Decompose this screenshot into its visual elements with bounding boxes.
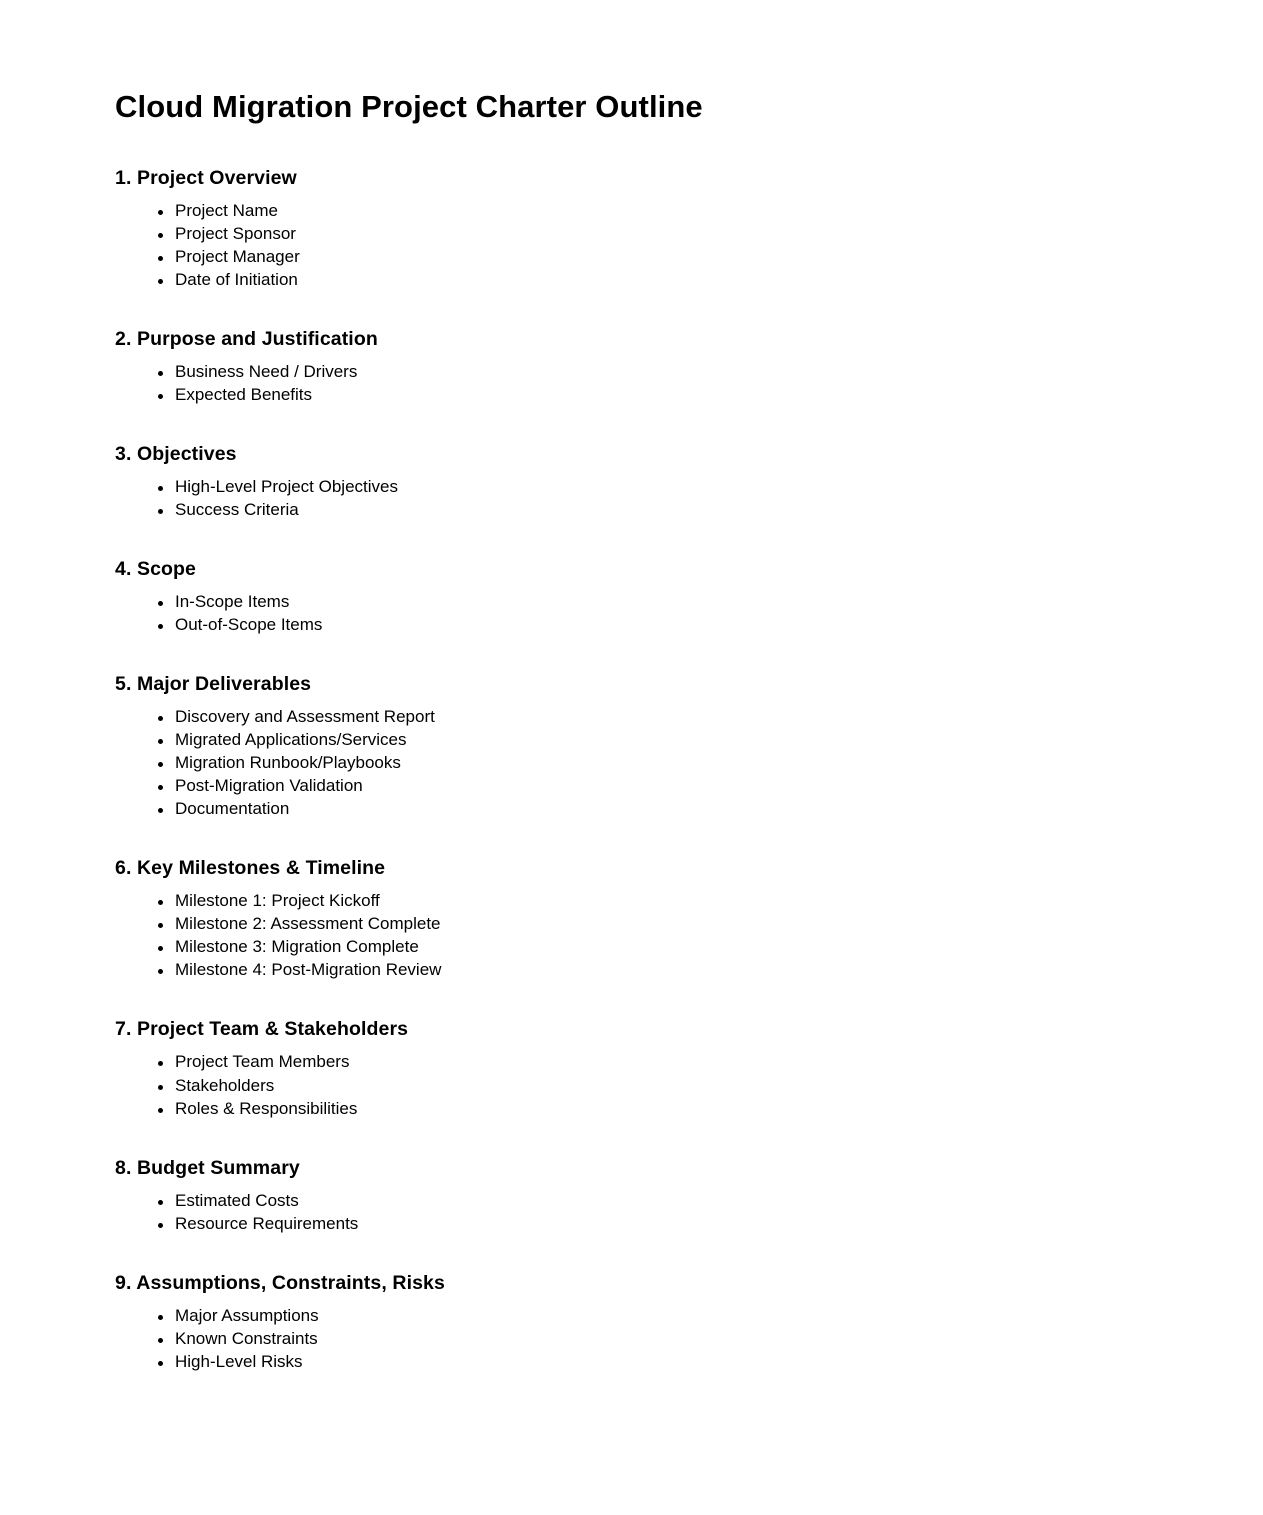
list-item: Success Criteria [175,501,1153,524]
section-assumptions-constraints-risks [115,1272,1153,1376]
section-list [115,167,1153,1375]
section-key-milestones-timeline [115,857,1153,984]
section-major-deliverables [115,673,1153,823]
section-items [115,202,1153,294]
list-item: Milestone 3: Migration Complete [175,938,1153,961]
list-item: Milestone 2: Assessment Complete [175,915,1153,938]
section-budget-summary [115,1157,1153,1238]
list-item: Business Need / Drivers [175,363,1153,386]
list-item: Discovery and Assessment Report [175,708,1153,731]
page-title: Cloud Migration Project Charter Outline [115,89,703,124]
section-heading: 1. Project Overview [115,167,297,190]
section-items [115,892,1153,984]
section-heading: 8. Budget Summary [115,1156,300,1179]
list-item: Migrated Applications/Services [175,731,1153,754]
list-item: Out-of-Scope Items [175,616,1153,639]
section-items [115,1307,1153,1376]
section-items [115,478,1153,524]
list-item: In-Scope Items [175,593,1153,616]
list-item: Milestone 4: Post-Migration Review [175,961,1153,984]
list-item: High-Level Risks [175,1353,1153,1376]
section-items [115,593,1153,639]
list-item: Project Manager [175,248,1153,271]
section-heading: 6. Key Milestones & Timeline [115,857,386,880]
list-item: Milestone 1: Project Kickoff [175,892,1153,915]
section-purpose-and-justification [115,328,1153,409]
list-item: Major Assumptions [175,1307,1153,1330]
section-items [115,1053,1153,1122]
list-item: Post-Migration Validation [175,777,1153,800]
section-scope [115,558,1153,639]
list-item: Stakeholders [175,1077,1153,1100]
section-items [115,1192,1153,1238]
section-heading: 7. Project Team & Stakeholders [115,1018,409,1041]
list-item: Expected Benefits [175,386,1153,409]
list-item: Project Name [175,202,1153,225]
section-heading: 2. Purpose and Justification [115,328,378,351]
section-heading: 3. Objectives [115,443,237,466]
list-item: Migration Runbook/Playbooks [175,754,1153,777]
section-project-team-stakeholders [115,1018,1153,1122]
list-item: Roles & Responsibilities [175,1100,1153,1123]
section-items [115,708,1153,823]
list-item: Resource Requirements [175,1215,1153,1238]
list-item: Date of Initiation [175,271,1153,294]
section-heading: 5. Major Deliverables [115,673,312,696]
section-heading: 4. Scope [115,558,196,581]
list-item: Known Constraints [175,1330,1153,1353]
section-items [115,363,1153,409]
list-item: Project Sponsor [175,225,1153,248]
section-heading: 9. Assumptions, Constraints, Risks [115,1271,445,1294]
section-project-overview [115,167,1153,294]
list-item: High-Level Project Objectives [175,478,1153,501]
section-objectives [115,443,1153,524]
list-item: Estimated Costs [175,1192,1153,1215]
list-item: Documentation [175,800,1153,823]
list-item: Project Team Members [175,1053,1153,1076]
